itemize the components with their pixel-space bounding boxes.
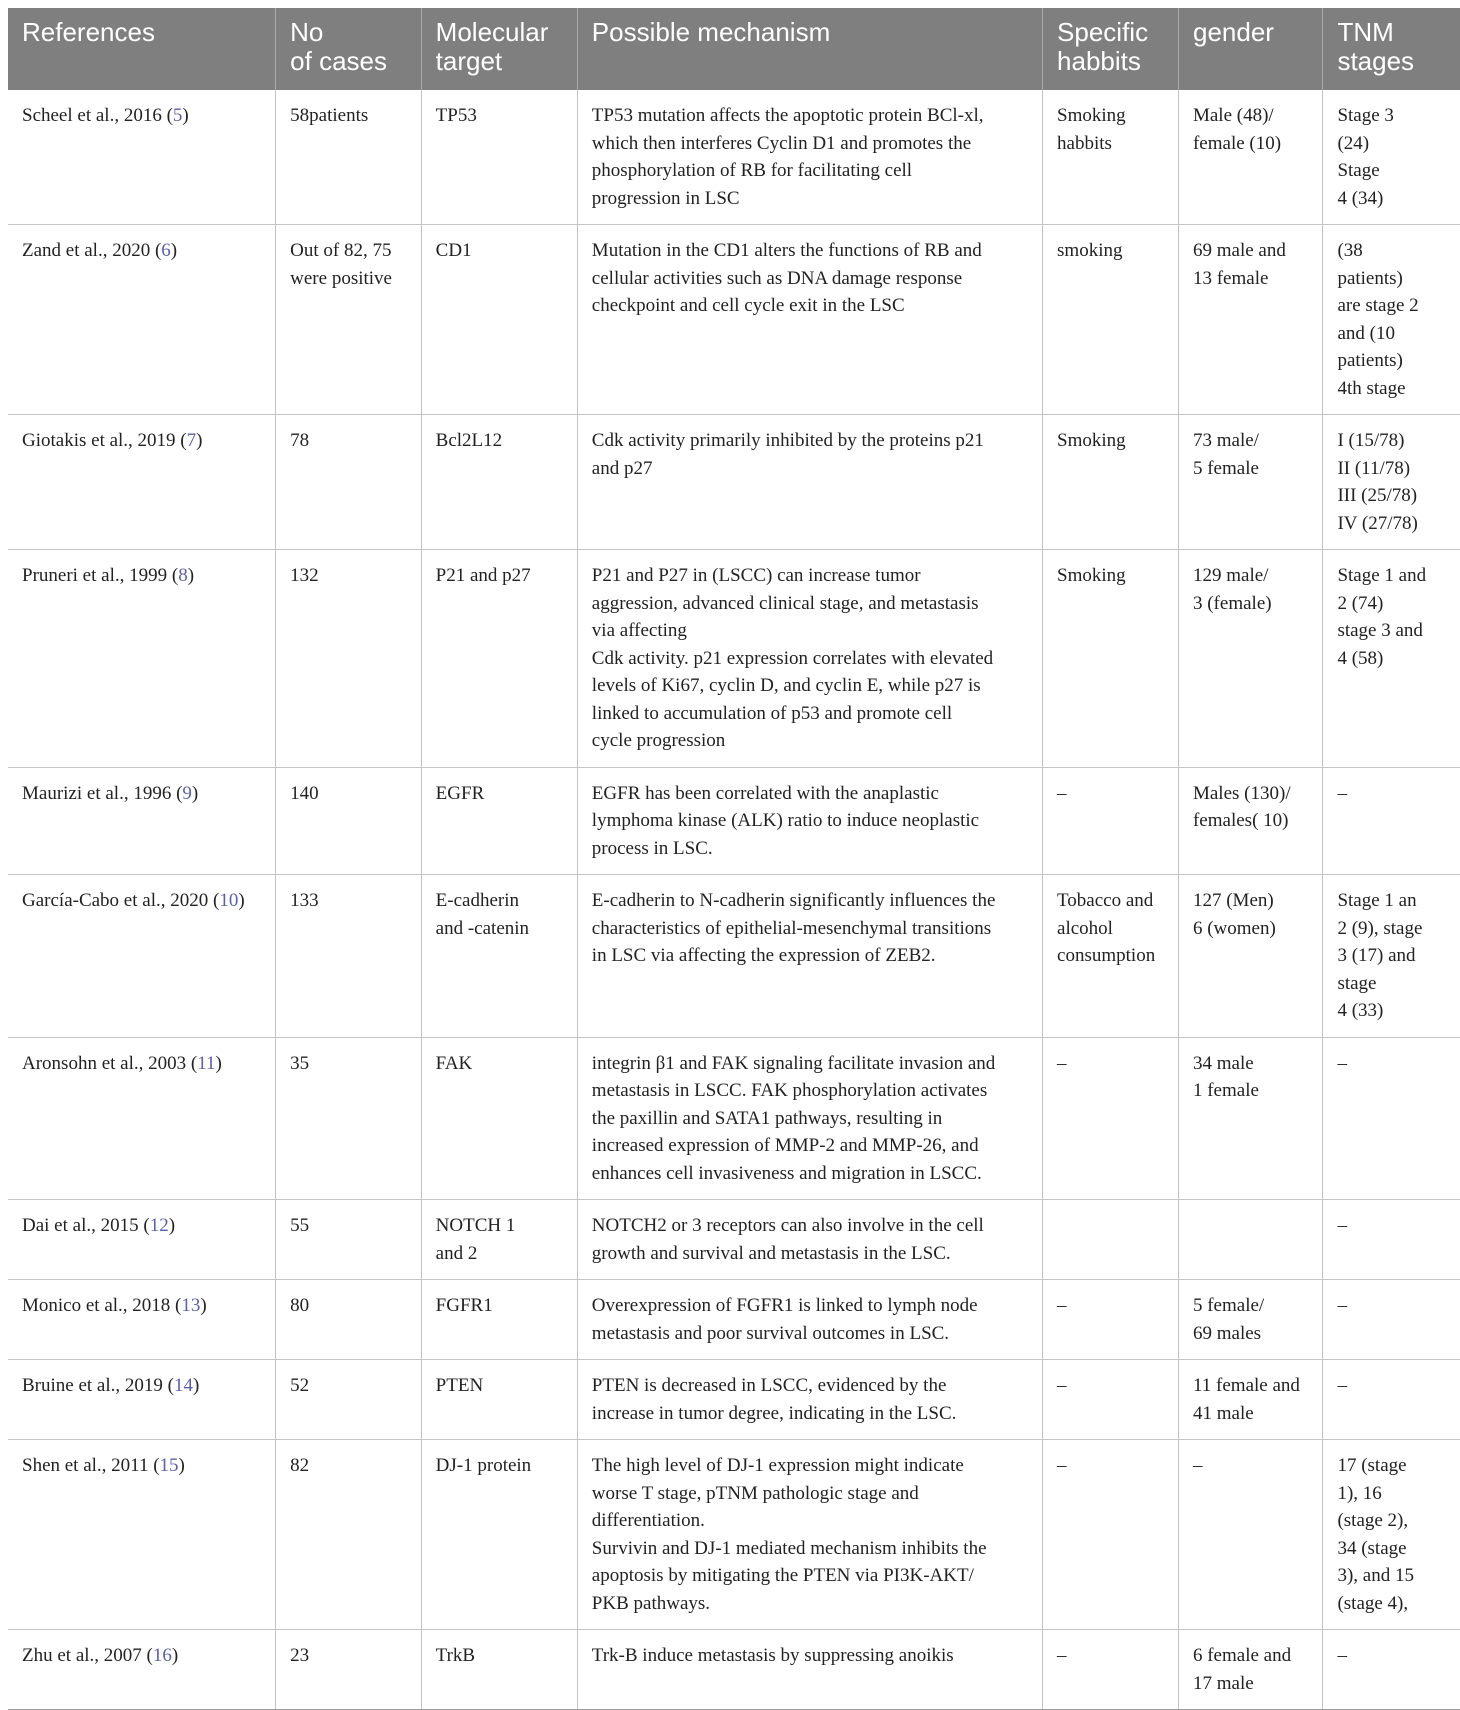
cell-reference <box>8 225 276 415</box>
reference-close: ) <box>238 890 245 911</box>
cell-tnm-stages-line: Stage 3 <box>1337 105 1394 126</box>
cell-molecular-target <box>421 1037 577 1200</box>
cell-tnm-stages <box>1323 1280 1460 1360</box>
reference-close: ) <box>192 1375 200 1396</box>
cell-reference <box>8 1200 276 1280</box>
cell-molecular-target <box>421 1360 577 1440</box>
cell-possible-mechanism <box>577 1630 1042 1710</box>
cell-no-of-cases-line: 132 <box>290 565 319 586</box>
cell-no-of-cases-line: 52 <box>290 1375 310 1396</box>
cell-specific-habits-line: – <box>1057 1295 1067 1316</box>
cell-tnm-stages-line: – <box>1337 1215 1347 1236</box>
cell-tnm-stages <box>1323 1200 1460 1280</box>
citation-link[interactable]: 12 <box>149 1215 169 1236</box>
cell-gender <box>1178 1630 1322 1710</box>
cell-specific-habits <box>1043 875 1179 1038</box>
cell-gender <box>1178 1280 1322 1360</box>
cell-no-of-cases-line: 82 <box>290 1455 310 1476</box>
cell-no-of-cases <box>276 1037 422 1200</box>
cell-tnm-stages-line: – <box>1337 1295 1347 1316</box>
table-row <box>8 90 1460 225</box>
cell-molecular-target-line: FAK <box>435 1052 473 1074</box>
table-row <box>8 1440 1460 1630</box>
cell-molecular-target <box>421 875 577 1038</box>
cell-tnm-stages-line: 4 (58) <box>1337 647 1384 669</box>
cell-specific-habits-line: smoking <box>1057 240 1123 261</box>
table-row <box>8 550 1460 768</box>
cell-tnm-stages-line: 1), 16 <box>1337 1482 1382 1504</box>
header-row <box>8 8 1460 90</box>
cell-no-of-cases <box>276 1440 422 1630</box>
references-table <box>8 8 1460 1710</box>
cell-specific-habits-line: – <box>1057 782 1067 804</box>
cell-gender <box>1178 1200 1322 1280</box>
table-row <box>8 1280 1460 1360</box>
citation-link[interactable]: 5 <box>172 105 183 126</box>
cell-molecular-target <box>421 1200 577 1280</box>
cell-molecular-target <box>421 415 577 550</box>
cell-reference <box>8 1630 276 1710</box>
table-row <box>8 767 1460 875</box>
cell-gender-line: 11 female and <box>1192 1375 1300 1396</box>
cell-tnm-stages-line: 3), and 15 <box>1337 1565 1414 1586</box>
cell-no-of-cases-line: were positive <box>290 267 392 289</box>
cell-specific-habits-line: – <box>1057 1052 1067 1074</box>
header-no-of-cases: No of cases <box>276 8 422 90</box>
cell-tnm-stages-line: (stage 2), <box>1337 1510 1409 1531</box>
citation-link[interactable]: 10 <box>219 890 239 911</box>
citation-link[interactable]: 16 <box>152 1645 172 1666</box>
cell-no-of-cases <box>276 90 422 225</box>
cell-gender <box>1178 875 1322 1038</box>
cell-reference <box>8 1360 276 1440</box>
reference-text: Bruine et al., 2019 ( <box>22 1375 174 1396</box>
cell-specific-habits <box>1043 1360 1179 1440</box>
cell-possible-mechanism-line: PKB pathways. <box>591 1592 711 1614</box>
cell-specific-habits-line: alcohol <box>1057 917 1113 939</box>
cell-gender <box>1178 1360 1322 1440</box>
cell-possible-mechanism <box>577 875 1042 1038</box>
cell-tnm-stages-line: – <box>1337 1052 1347 1074</box>
cell-no-of-cases-line: 55 <box>290 1215 310 1236</box>
cell-molecular-target-line: NOTCH 1 <box>435 1215 516 1236</box>
cell-molecular-target-line: E-cadherin <box>435 890 520 911</box>
cell-possible-mechanism-line: cellular activities such as DNA damage response <box>591 267 963 289</box>
cell-molecular-target-line: TrkB <box>435 1645 476 1666</box>
cell-molecular-target <box>421 1630 577 1710</box>
cell-tnm-stages-line: 2 (9), stage <box>1337 917 1423 939</box>
cell-specific-habits-line: consumption <box>1057 945 1156 966</box>
cell-specific-habits-line: Smoking <box>1057 430 1126 451</box>
cell-possible-mechanism-line: E-cadherin to N-cadherin significantly influences the <box>591 890 996 911</box>
header-molecular-target: Molecular target <box>421 8 577 90</box>
reference-text: Shen et al., 2011 ( <box>22 1455 160 1476</box>
cell-possible-mechanism <box>577 767 1042 875</box>
cell-possible-mechanism <box>577 225 1042 415</box>
cell-specific-habits <box>1043 90 1179 225</box>
cell-molecular-target <box>421 1280 577 1360</box>
reference-close: ) <box>200 1295 207 1316</box>
cell-specific-habits-line: Tobacco and <box>1057 890 1154 911</box>
cell-tnm-stages-line: 17 (stage <box>1337 1455 1407 1476</box>
cell-tnm-stages-line: I (15/78) <box>1337 430 1405 451</box>
cell-no-of-cases <box>276 550 422 768</box>
cell-tnm-stages <box>1323 1630 1460 1710</box>
citation-link[interactable]: 15 <box>159 1455 179 1476</box>
cell-no-of-cases <box>276 1200 422 1280</box>
cell-possible-mechanism-line: Overexpression of FGFR1 is linked to lymph node <box>591 1295 978 1316</box>
cell-gender-line: 69 males <box>1192 1322 1262 1344</box>
table-row <box>8 1630 1460 1710</box>
cell-gender-line: 5 female/ <box>1192 1295 1265 1316</box>
cell-possible-mechanism-line: Mutation in the CD1 alters the functions of RB and <box>591 240 982 261</box>
reference-text: García-Cabo et al., 2020 ( <box>22 890 220 911</box>
citation-link[interactable]: 8 <box>178 565 188 586</box>
cell-tnm-stages-line: 2 (74) <box>1337 592 1384 614</box>
cell-specific-habits-line: – <box>1057 1375 1067 1396</box>
cell-possible-mechanism-line: progression in LSC <box>591 187 740 209</box>
cell-gender-line: female (10) <box>1192 132 1282 154</box>
reference-close: ) <box>215 1052 222 1074</box>
citation-link[interactable]: 7 <box>186 430 197 451</box>
cell-possible-mechanism-line: Survivin and DJ-1 mediated mechanism inhibits the <box>591 1537 987 1559</box>
cell-gender <box>1178 90 1322 225</box>
cell-tnm-stages <box>1323 767 1460 875</box>
table-row <box>8 225 1460 415</box>
reference-close: ) <box>171 1645 179 1666</box>
header-references: References <box>8 8 276 90</box>
cell-possible-mechanism-line: metastasis in LSCC. FAK phosphorylation activates <box>591 1080 988 1101</box>
cell-molecular-target <box>421 767 577 875</box>
cell-possible-mechanism-line: TP53 mutation affects the apoptotic protein BCl-xl, <box>591 105 984 126</box>
cell-possible-mechanism-line: via affecting <box>591 620 687 641</box>
reference-close: ) <box>187 565 195 586</box>
reference-text: Dai et al., 2015 ( <box>22 1215 150 1236</box>
cell-gender-line: 5 female <box>1192 457 1259 479</box>
cell-gender-line: 69 male and <box>1192 240 1286 261</box>
cell-no-of-cases-line: 35 <box>290 1052 310 1074</box>
cell-molecular-target-line: Bcl2L12 <box>435 430 503 451</box>
cell-gender-line: 1 female <box>1192 1080 1259 1101</box>
cell-no-of-cases <box>276 767 422 875</box>
cell-molecular-target-line: EGFR <box>435 782 485 804</box>
cell-possible-mechanism <box>577 550 1042 768</box>
cell-specific-habits <box>1043 550 1179 768</box>
cell-gender-line: 129 male/ <box>1192 565 1269 586</box>
header-possible-mechanism: Possible mechanism <box>577 8 1042 90</box>
cell-gender-line: 127 (Men) <box>1192 890 1274 911</box>
cell-tnm-stages-line: Stage 1 an <box>1337 890 1417 911</box>
cell-tnm-stages <box>1323 1360 1460 1440</box>
cell-tnm-stages <box>1323 225 1460 415</box>
table-row <box>8 415 1460 550</box>
reference-text: Maurizi et al., 1996 ( <box>22 782 183 804</box>
cell-molecular-target-line: and -catenin <box>435 917 530 939</box>
cell-gender-line: 41 male <box>1192 1402 1254 1424</box>
cell-specific-habits <box>1043 225 1179 415</box>
cell-gender-line: Males (130)/ <box>1192 782 1291 804</box>
cell-molecular-target <box>421 90 577 225</box>
cell-gender-line: 17 male <box>1192 1672 1254 1694</box>
cell-specific-habits-line: Smoking <box>1057 565 1126 586</box>
cell-tnm-stages-line: patients) <box>1337 267 1403 289</box>
cell-specific-habits-line: – <box>1057 1645 1067 1666</box>
cell-reference <box>8 415 276 550</box>
header-tnm-stages: TNM stages <box>1323 8 1460 90</box>
cell-tnm-stages-line: (38 <box>1337 240 1363 261</box>
cell-molecular-target-line: PTEN <box>435 1375 484 1396</box>
reference-text: Scheel et al., 2016 ( <box>22 105 173 126</box>
reference-text: Monico et al., 2018 ( <box>22 1295 182 1316</box>
citation-link[interactable]: 14 <box>173 1375 193 1396</box>
cell-no-of-cases-line: 133 <box>290 890 319 911</box>
cell-molecular-target-line: P21 and p27 <box>435 565 531 586</box>
cell-tnm-stages-line: – <box>1337 1645 1347 1666</box>
cell-gender-line: 6 (women) <box>1192 917 1276 939</box>
cell-tnm-stages-line: and (10 <box>1337 322 1395 344</box>
cell-molecular-target <box>421 550 577 768</box>
cell-possible-mechanism-line: EGFR has been correlated with the anaplastic <box>591 782 939 804</box>
cell-possible-mechanism <box>577 90 1042 225</box>
cell-tnm-stages <box>1323 1440 1460 1630</box>
citation-link[interactable]: 13 <box>181 1295 201 1316</box>
cell-gender-line: 34 male <box>1192 1052 1254 1074</box>
cell-gender <box>1178 1440 1322 1630</box>
cell-gender <box>1178 225 1322 415</box>
cell-tnm-stages-line: (stage 4), <box>1337 1592 1409 1614</box>
header-specific-habits: Specific habbits <box>1043 8 1179 90</box>
cell-gender-line: 3 (female) <box>1192 592 1272 614</box>
cell-specific-habits-line: Smoking <box>1057 105 1126 126</box>
cell-possible-mechanism-line: PTEN is decreased in LSCC, evidenced by the <box>591 1375 947 1396</box>
cell-specific-habits <box>1043 1200 1179 1280</box>
cell-possible-mechanism-line: differentiation. <box>591 1510 705 1531</box>
cell-tnm-stages-line: are stage 2 <box>1337 295 1419 316</box>
cell-possible-mechanism-line: Cdk activity. p21 expression correlates with elevated <box>591 647 994 669</box>
cell-tnm-stages <box>1323 1037 1460 1200</box>
reference-text: Aronsohn et al., 2003 ( <box>22 1052 198 1074</box>
cell-no-of-cases-line: Out of 82, 75 <box>290 240 392 261</box>
cell-no-of-cases-line: 58patients <box>290 105 369 126</box>
cell-specific-habits-line: habbits <box>1057 132 1112 154</box>
cell-tnm-stages-line: stage 3 and <box>1337 620 1423 641</box>
citation-link[interactable]: 9 <box>182 782 192 804</box>
cell-tnm-stages <box>1323 875 1460 1038</box>
cell-molecular-target-line: TP53 <box>435 105 477 126</box>
cell-no-of-cases <box>276 1280 422 1360</box>
cell-tnm-stages <box>1323 90 1460 225</box>
cell-possible-mechanism-line: lymphoma kinase (ALK) ratio to induce neoplastic <box>591 810 980 831</box>
cell-possible-mechanism-line: The high level of DJ-1 expression might indicate <box>591 1455 964 1476</box>
cell-gender-line: Male (48)/ <box>1192 105 1274 126</box>
citation-link[interactable]: 6 <box>161 240 171 261</box>
cell-gender <box>1178 415 1322 550</box>
cell-gender-line: 6 female and <box>1192 1645 1292 1666</box>
cell-possible-mechanism-line: process in LSC. <box>591 837 713 859</box>
cell-no-of-cases <box>276 875 422 1038</box>
cell-molecular-target-line: FGFR1 <box>435 1295 493 1316</box>
cell-tnm-stages-line: 4 (34) <box>1337 187 1384 209</box>
cell-tnm-stages-line: Stage <box>1337 160 1380 181</box>
reference-text: Pruneri et al., 1999 ( <box>22 565 179 586</box>
cell-molecular-target-line: and 2 <box>435 1242 478 1264</box>
cell-molecular-target-line: DJ-1 protein <box>435 1455 532 1476</box>
cell-gender <box>1178 767 1322 875</box>
citation-link[interactable]: 11 <box>197 1052 216 1074</box>
cell-possible-mechanism <box>577 1440 1042 1630</box>
cell-tnm-stages-line: 34 (stage <box>1337 1537 1407 1559</box>
cell-specific-habits <box>1043 415 1179 550</box>
cell-possible-mechanism-line: which then interferes Cyclin D1 and promotes the <box>591 132 972 154</box>
cell-possible-mechanism-line: growth and survival and metastasis in the LSC. <box>591 1242 951 1264</box>
cell-tnm-stages-line: – <box>1337 782 1347 804</box>
cell-specific-habits <box>1043 1440 1179 1630</box>
cell-molecular-target <box>421 1440 577 1630</box>
cell-no-of-cases <box>276 1630 422 1710</box>
cell-molecular-target <box>421 225 577 415</box>
cell-possible-mechanism-line: checkpoint and cell cycle exit in the LSC <box>591 295 905 316</box>
cell-possible-mechanism-line: worse T stage, pTNM pathologic stage and <box>591 1482 919 1504</box>
cell-no-of-cases <box>276 415 422 550</box>
cell-possible-mechanism-line: and p27 <box>591 457 653 479</box>
cell-possible-mechanism-line: Trk-B induce metastasis by suppressing anoikis <box>591 1645 954 1666</box>
cell-specific-habits <box>1043 1630 1179 1710</box>
cell-possible-mechanism-line: Cdk activity primarily inhibited by the proteins p21 <box>591 430 984 451</box>
cell-no-of-cases <box>276 225 422 415</box>
cell-possible-mechanism <box>577 1280 1042 1360</box>
cell-reference <box>8 767 276 875</box>
cell-reference <box>8 875 276 1038</box>
reference-text: Zhu et al., 2007 ( <box>22 1645 153 1666</box>
cell-possible-mechanism-line: cycle progression <box>591 730 726 751</box>
reference-close: ) <box>182 105 189 126</box>
cell-possible-mechanism-line: apoptosis by mitigating the PTEN via PI3K-AKT/ <box>591 1565 974 1586</box>
cell-possible-mechanism-line: levels of Ki67, cyclin D, and cyclin E, while p27 is <box>591 675 981 696</box>
cell-reference <box>8 550 276 768</box>
cell-no-of-cases-line: 80 <box>290 1295 310 1316</box>
cell-tnm-stages-line: IV (27/78) <box>1337 512 1418 534</box>
cell-no-of-cases-line: 23 <box>290 1645 310 1666</box>
reference-close: ) <box>191 782 199 804</box>
reference-text: Zand et al., 2020 ( <box>22 240 162 261</box>
cell-specific-habits <box>1043 767 1179 875</box>
cell-tnm-stages-line: III (25/78) <box>1337 485 1418 506</box>
cell-tnm-stages-line: 4 (33) <box>1337 1000 1384 1021</box>
cell-possible-mechanism-line: in LSC via affecting the expression of ZEB2. <box>591 945 936 966</box>
table-row <box>8 1037 1460 1200</box>
cell-tnm-stages <box>1323 550 1460 768</box>
table-header <box>8 8 1460 90</box>
cell-reference <box>8 1440 276 1630</box>
cell-tnm-stages-line: 4th stage <box>1337 377 1406 399</box>
cell-possible-mechanism-line: metastasis and poor survival outcomes in LSC. <box>591 1322 950 1344</box>
cell-specific-habits <box>1043 1280 1179 1360</box>
cell-tnm-stages-line: – <box>1337 1375 1347 1396</box>
reference-close: ) <box>168 1215 176 1236</box>
cell-reference <box>8 1037 276 1200</box>
cell-gender-line: 73 male/ <box>1192 430 1259 451</box>
reference-close: ) <box>170 240 178 261</box>
cell-possible-mechanism-line: increased expression of MMP-2 and MMP-26, and <box>591 1135 979 1156</box>
cell-possible-mechanism-line: increase in tumor degree, indicating in the LSC. <box>591 1402 957 1424</box>
cell-tnm-stages <box>1323 415 1460 550</box>
cell-specific-habits <box>1043 1037 1179 1200</box>
cell-possible-mechanism <box>577 1200 1042 1280</box>
table-row <box>8 875 1460 1038</box>
cell-reference <box>8 1280 276 1360</box>
cell-possible-mechanism-line: integrin β1 and FAK signaling facilitate invasion and <box>591 1052 996 1074</box>
cell-tnm-stages-line: Stage 1 and <box>1337 565 1427 586</box>
cell-gender <box>1178 1037 1322 1200</box>
cell-possible-mechanism-line: linked to accumulation of p53 and promote cell <box>591 702 953 724</box>
cell-possible-mechanism-line: NOTCH2 or 3 receptors can also involve in the cell <box>591 1215 984 1236</box>
table-row <box>8 1200 1460 1280</box>
cell-gender-line: 13 female <box>1192 267 1269 289</box>
cell-gender-line: – <box>1192 1455 1203 1476</box>
reference-close: ) <box>196 430 203 451</box>
table-row <box>8 1360 1460 1440</box>
cell-no-of-cases-line: 78 <box>290 430 310 451</box>
cell-possible-mechanism <box>577 1037 1042 1200</box>
cell-tnm-stages-line: II (11/78) <box>1337 457 1411 479</box>
header-gender: gender <box>1178 8 1322 90</box>
cell-molecular-target-line: CD1 <box>435 240 472 261</box>
cell-possible-mechanism-line: P21 and P27 in (LSCC) can increase tumor <box>591 565 921 586</box>
cell-reference <box>8 90 276 225</box>
cell-possible-mechanism-line: characteristics of epithelial-mesenchymal transitions <box>591 917 992 939</box>
cell-tnm-stages-line: 3 (17) and <box>1337 945 1416 966</box>
cell-no-of-cases-line: 140 <box>290 782 319 804</box>
cell-possible-mechanism-line: phosphorylation of RB for facilitating cell <box>591 160 913 181</box>
cell-tnm-stages-line: stage <box>1337 972 1377 994</box>
cell-tnm-stages-line: (24) <box>1337 132 1370 154</box>
table-body <box>8 90 1460 1710</box>
cell-possible-mechanism-line: the paxillin and SATA1 pathways, resulting in <box>591 1107 943 1129</box>
cell-gender-line: females( 10) <box>1192 810 1289 831</box>
cell-gender <box>1178 550 1322 768</box>
cell-possible-mechanism <box>577 1360 1042 1440</box>
cell-possible-mechanism-line: aggression, advanced clinical stage, and metastasis <box>591 592 979 614</box>
cell-possible-mechanism-line: enhances cell invasiveness and migration in LSCC. <box>591 1162 982 1184</box>
cell-tnm-stages-line: patients) <box>1337 350 1403 371</box>
cell-possible-mechanism <box>577 415 1042 550</box>
cell-no-of-cases <box>276 1360 422 1440</box>
cell-specific-habits-line: – <box>1057 1455 1067 1476</box>
reference-text: Giotakis et al., 2019 ( <box>22 430 187 451</box>
reference-close: ) <box>178 1455 185 1476</box>
